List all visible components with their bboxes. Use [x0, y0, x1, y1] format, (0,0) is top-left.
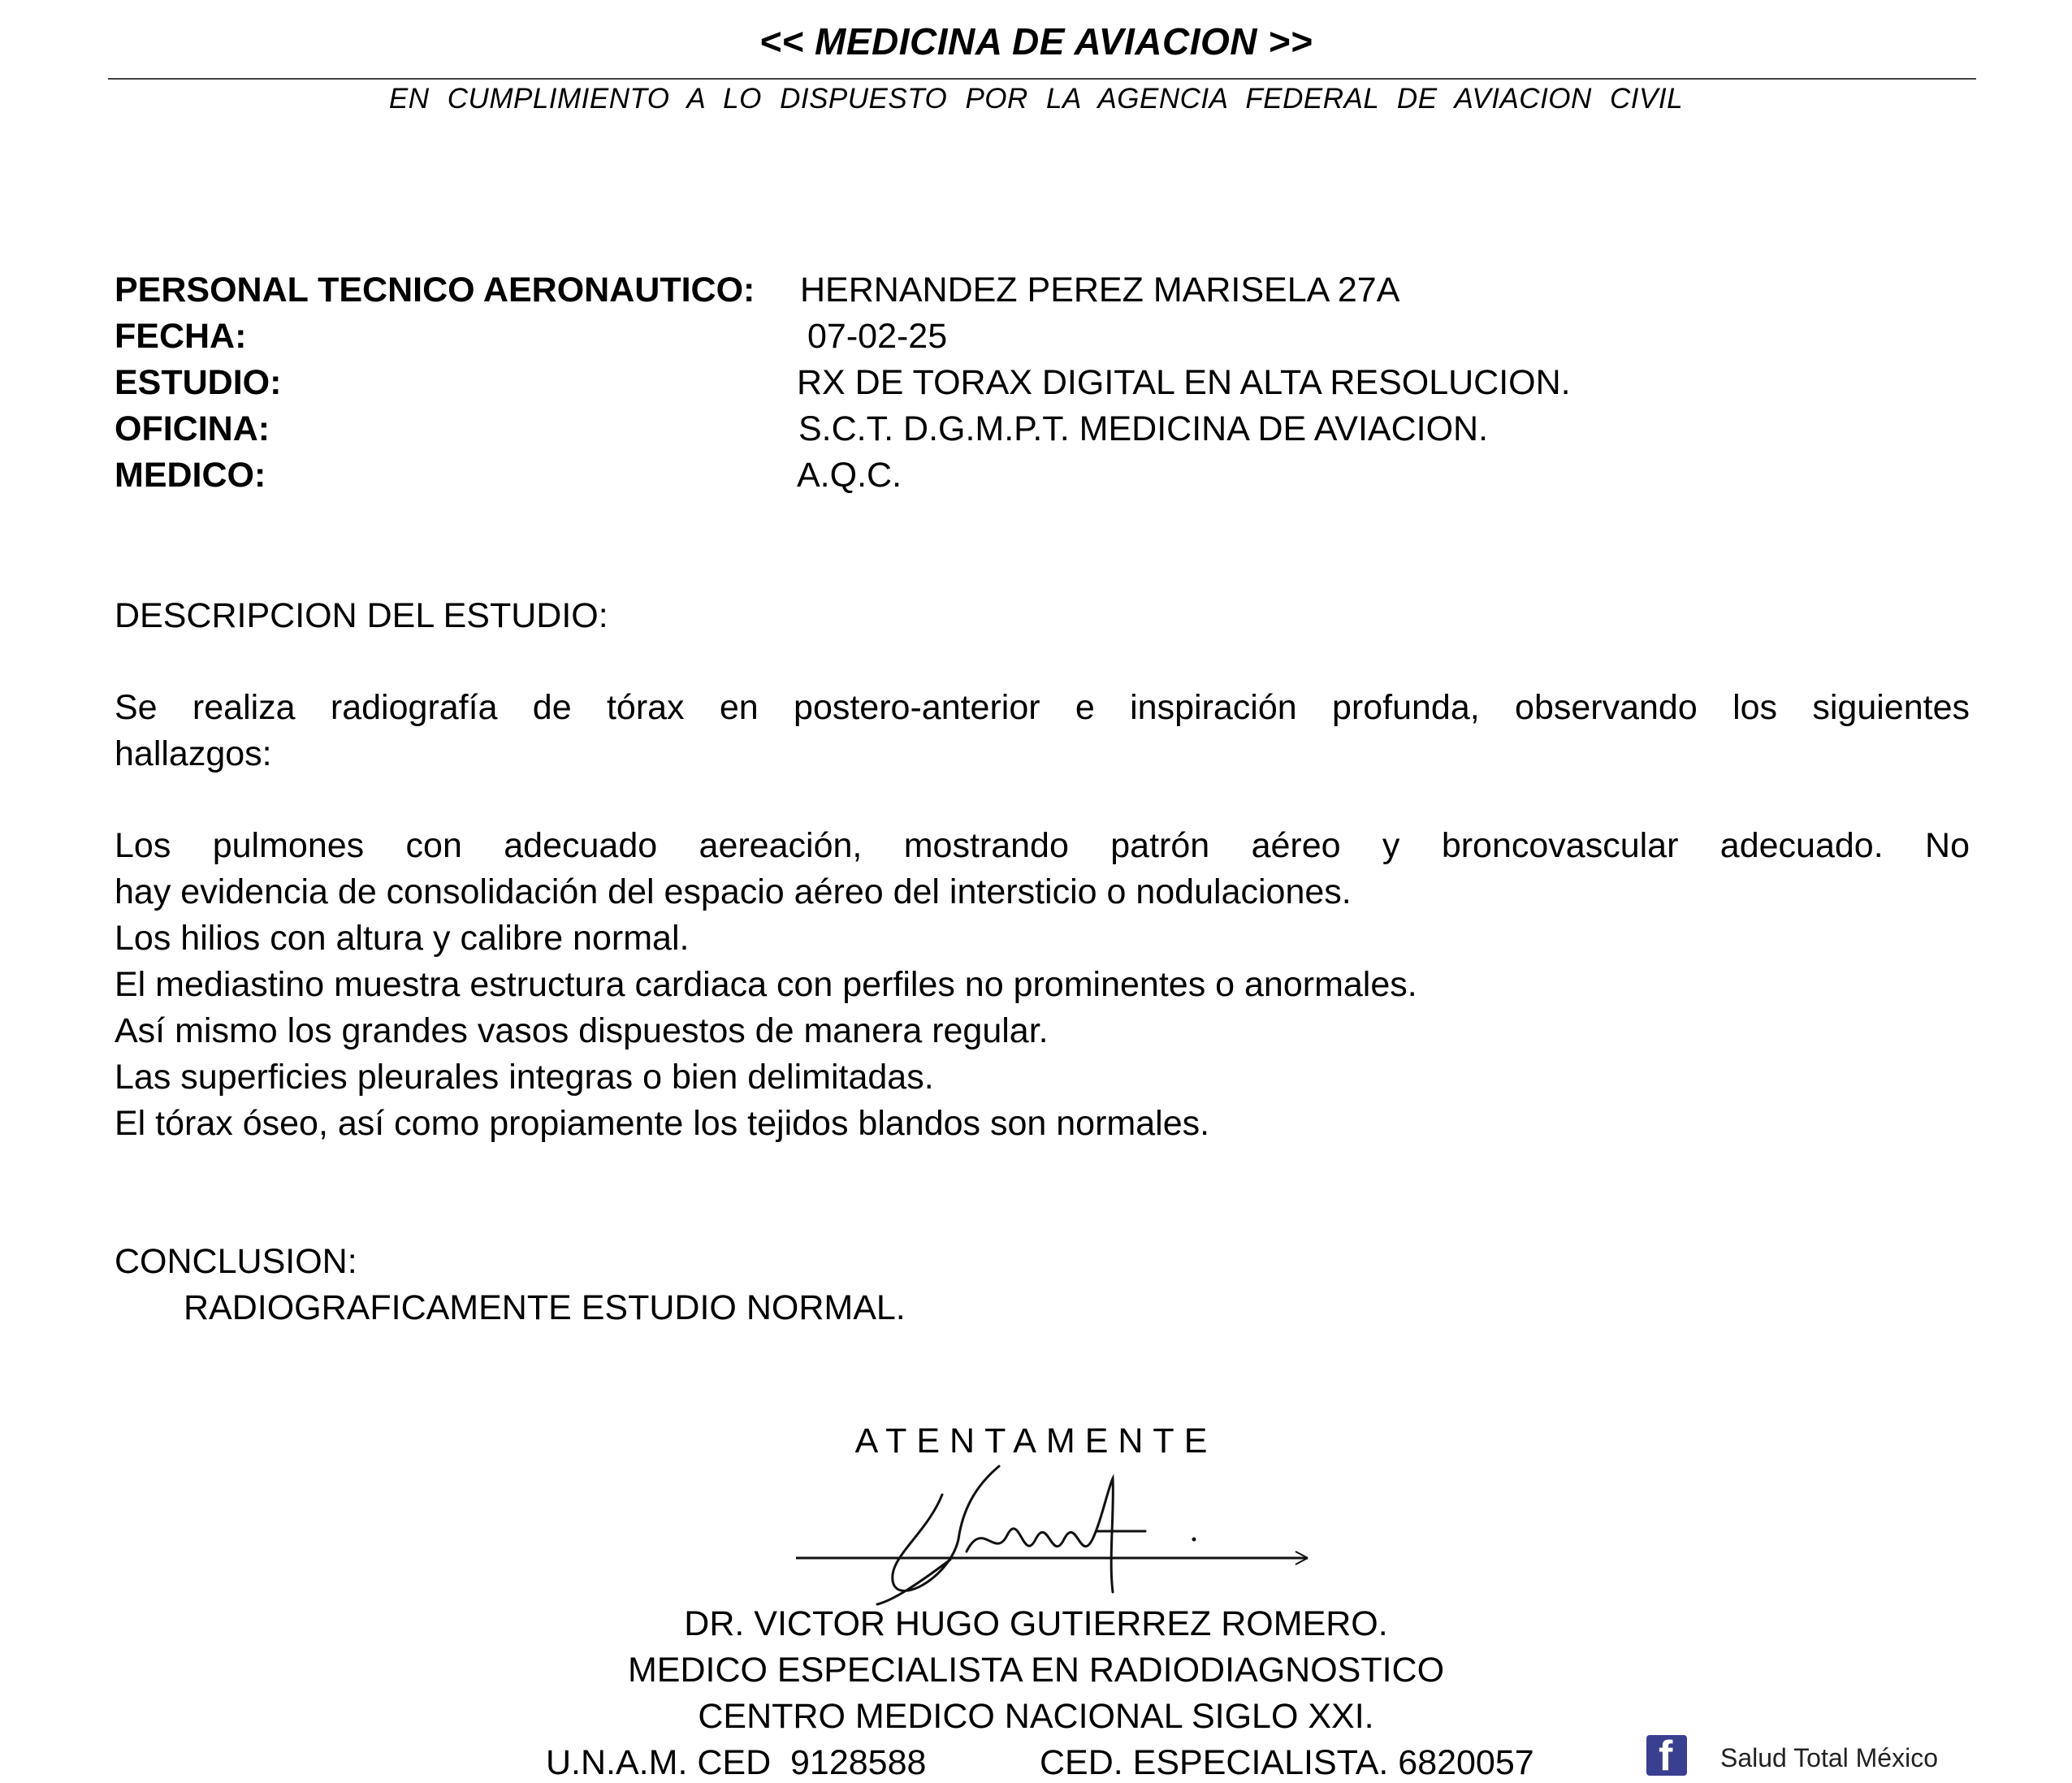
intro-line-2: hallazgos:: [115, 734, 272, 773]
findings-line-2: hay evidencia de consolidación del espacio aéreo del intersticio o nodulaciones.: [115, 872, 1352, 911]
facebook-icon-glyph: f: [1659, 1733, 1673, 1780]
finding-item: Los hilios con altura y calibre normal.: [115, 919, 690, 958]
signer-title: MEDICO ESPECIALISTA EN RADIODIAGNOSTICO: [627, 1651, 1445, 1690]
finding-item: Las superficies pleurales integras o bien delimitadas.: [115, 1058, 934, 1097]
field-label-medico: MEDICO:: [115, 456, 266, 495]
signer-name: DR. VICTOR HUGO GUTIERREZ ROMERO.: [684, 1604, 1388, 1643]
finding-item: Así mismo los grandes vasos dispuestos de manera regular.: [115, 1011, 1049, 1050]
footer-brand-text: Salud Total México: [1720, 1743, 1938, 1772]
field-label-estudio: ESTUDIO:: [115, 363, 282, 402]
findings-line-1: Los pulmones con adecuado aereación, mostrando patrón aéreo y broncovascular adecuado. No: [115, 826, 1970, 865]
field-value-estudio: RX DE TORAX DIGITAL EN ALTA RESOLUCION.: [797, 363, 1571, 402]
conclusion-text: RADIOGRAFICAMENTE ESTUDIO NORMAL.: [184, 1288, 906, 1327]
description-heading: DESCRIPCION DEL ESTUDIO:: [115, 596, 608, 635]
field-value-personal: HERNANDEZ PEREZ MARISELA 27A: [800, 270, 1400, 309]
document-title: << MEDICINA DE AVIACION >>: [759, 20, 1313, 63]
handwritten-signature: [788, 1462, 1340, 1608]
closing-text: ATENTAMENTE: [854, 1422, 1218, 1461]
field-value-fecha: 07-02-25: [807, 317, 948, 356]
finding-item: El tórax óseo, así como propiamente los tejidos blandos son normales.: [115, 1104, 1210, 1143]
field-label-fecha: FECHA:: [115, 317, 247, 356]
field-value-medico: A.Q.C.: [797, 456, 902, 495]
field-label-oficina: OFICINA:: [115, 409, 270, 448]
conclusion-heading: CONCLUSION:: [115, 1242, 357, 1281]
field-label-personal: PERSONAL TECNICO AERONAUTICO:: [115, 270, 755, 309]
intro-line-1: Se realiza radiografía de tórax en postero-anterior e inspiración profunda, observando los siguientes: [115, 688, 1970, 727]
document-subtitle: EN CUMPLIMIENTO A LO DISPUESTO POR LA AGENCIA FEDERAL DE AVIACION CIVIL: [388, 83, 1684, 115]
signer-institution: CENTRO MEDICO NACIONAL SIGLO XXI.: [698, 1697, 1374, 1736]
finding-item: El mediastino muestra estructura cardiaca con perfiles no prominentes o anormales.: [115, 965, 1417, 1004]
field-value-oficina: S.C.T. D.G.M.P.T. MEDICINA DE AVIACION.: [798, 409, 1489, 448]
signer-ced-especialista: CED. ESPECIALISTA. 6820057: [1040, 1743, 1534, 1782]
header-divider: [108, 78, 1976, 80]
signer-ced: U.N.A.M. CED 9128588: [546, 1743, 927, 1782]
